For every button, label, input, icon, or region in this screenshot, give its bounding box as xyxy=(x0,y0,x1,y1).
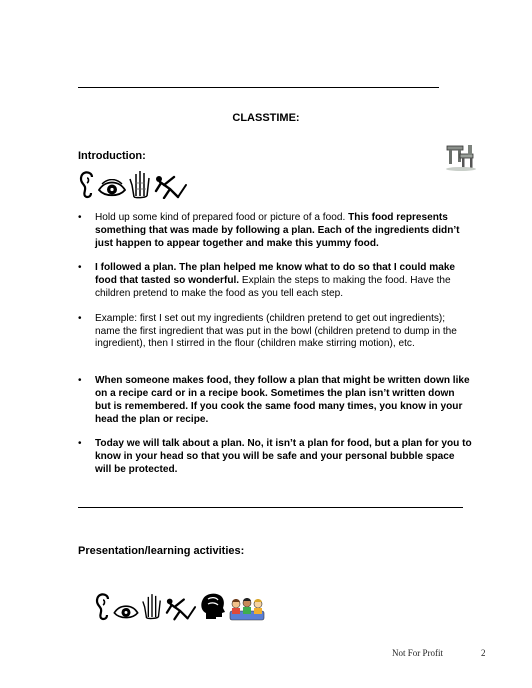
bullet-text-part: Explain the steps to making the food. Have the children pretend to make the food as you tell each step. xyxy=(95,275,451,299)
stretching-figure-icon xyxy=(154,173,188,199)
head-profile-icon xyxy=(198,591,228,621)
eye-icon xyxy=(98,179,126,199)
bullet-text-part: I followed a plan. The plan helped me know what to do so that I could make food that tasted so wonderful. xyxy=(95,262,456,287)
bullet-dot: • xyxy=(78,375,82,387)
sensory-icon-row xyxy=(78,167,188,199)
intro-bullet-list xyxy=(78,212,472,489)
hand-icon xyxy=(141,591,163,621)
ear-icon xyxy=(94,591,112,621)
hand-icon xyxy=(128,169,152,199)
bullet-text-part: Hold up some kind of prepared food or picture of a food. xyxy=(95,212,349,223)
bullet-dot: • xyxy=(78,262,82,274)
bullet-dot: • xyxy=(78,212,82,223)
middle-divider xyxy=(78,507,463,508)
bullet-dot: • xyxy=(78,312,82,324)
bullet-text-part: When someone makes food, they follow a plan that might be written down like on a recipe card or in a recipe book. Sometimes the plan isn’t written down but is remembered. If you cook the same food many times, you know in your head the plan or recipe. xyxy=(95,375,470,425)
list-item xyxy=(78,438,472,476)
desk-chair-icon xyxy=(444,142,478,177)
footer-label: Not For Profit xyxy=(392,648,444,658)
bullet-text-part: Today we will talk about a plan. No, it isn’t a plan for food, but a plan for you to know in your head so that you will be safe and your personal bubble space will be protected. xyxy=(95,438,472,475)
activity-icon-row xyxy=(94,587,265,621)
bullet-text-part: This food represents something that was made by following a plan. Each of the ingredients didn’t just happen to appear together and make this yummy food. xyxy=(95,212,460,249)
list-item xyxy=(78,375,472,426)
bullet-text-part: Example: first I set out my ingredients (children pretend to get out ingredients); name the first ingredient that was put in the bowl (children pretend to dump in the ingredient), then I stirred in the flour (children make stirring motion), etc. xyxy=(95,312,457,350)
group-children-icon xyxy=(229,595,265,621)
list-item xyxy=(78,313,472,351)
list-item xyxy=(78,212,472,250)
eye-icon xyxy=(113,603,139,621)
page-number: 2 xyxy=(481,648,486,658)
top-divider xyxy=(78,87,439,88)
introduction-heading: Introduction: xyxy=(78,150,146,162)
page-title: CLASSTIME: xyxy=(232,112,300,124)
ear-icon xyxy=(78,169,96,199)
bullet-dot: • xyxy=(78,438,82,450)
presentation-heading: Presentation/learning activities: xyxy=(78,545,245,557)
stretching-figure-icon xyxy=(165,595,197,621)
list-item xyxy=(78,262,472,300)
